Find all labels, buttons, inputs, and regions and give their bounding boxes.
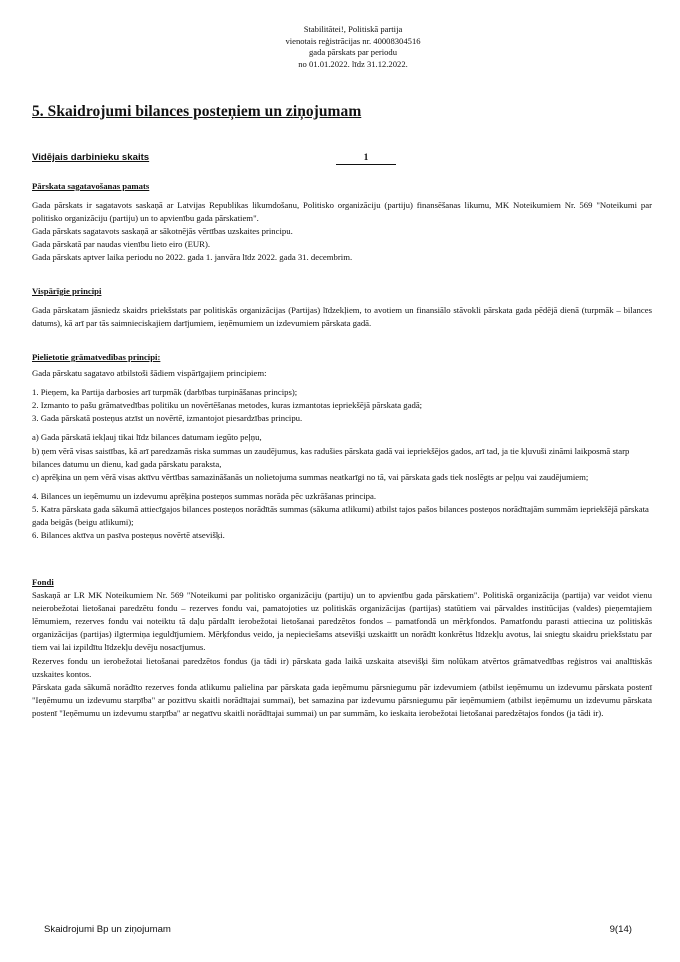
funds-paragraph-2: Rezerves fondu un ierobežotai lietošanai paredzētos fondus (ja tādi ir) pārskata gada laikā uzskaita atsevišķi šim nolūkam atvērtos grāmatvedības reģistros vai analītiskās uzskaites kontos. [32,655,652,679]
funds-paragraph-3: Pārskata gada sākumā norādīto rezerves fonda atlikumu palielina par pārskata gada ieņēmumu pārsniegumu pār izdevumiem (atbilst ieņēmumu un izdevumu pārskata postenī "Ieņēmumu un izdevumu starpība" ar pozitīvu skaitli norādītajai summai), bet samazina par izdevumu pārsniegumu pār ieņēmumiem (atbilst ieņēmumu un izdevumu pārskata postenī "Ieņēmumu un izdevumu starpība" ar negatīvu skaitli norādītajai summai) un par summām, ko ieskaita ierobežotai lietošanai paredzētajos fondos (ja tādi ir). [32,681,652,718]
header-period: no 01.01.2022. līdz 31.12.2022. [298,58,408,69]
header-party-name: Stabilitātei!, Politiskā partija [303,24,403,34]
section-title: 5. Skaidrojumi bilances posteņiem un ziņojumam [32,103,362,120]
basis-section [32,180,652,265]
general-section [32,285,652,330]
principle-item: 5. Katra pārskata gada sākumā attiecīgajos bilances posteņos norādītās summas (sākuma atlikumi) atbilst tajos pašos bilances posteņos norādītajām summām iepriekšējā pārskata gada beigās (beigu atlikumi); [32,503,649,528]
footer-document-name: Skaidrojumi Bp un ziņojumam [44,924,171,935]
principle-item: 1. Pieņem, ka Partija darbosies arī turpmāk (darbības turpināšanas princips); [32,387,298,398]
prudence-item: c) aprēķina un ņem vērā visas aktīvu vērtības samazināšanās un nolietojuma summas neatkarīgi no tā, vai pārskata gads tiek noslēgts ar peļņu vai zaudējumiem; [32,471,589,482]
footer-page-number: 9(14) [609,924,632,935]
basis-heading: Pārskata sagatavošanas pamats [32,181,150,191]
header-registration: vienotais reģistrācijas nr. 40008304516 [285,35,421,46]
general-heading: Vispārīgie principi [32,286,102,296]
employee-count-label: Vidējais darbinieku skaits [32,152,150,163]
accounting-intro: Gada pārskatu sagatavo atbilstoši šādiem vispārīgajiem principiem: [32,368,267,379]
principle-item: 4. Bilances un ieņēmumu un izdevumu aprēķina posteņos summas norāda pēc uzkrāšanas principa. [32,490,377,501]
basis-paragraph-4: Gada pārskats aptver laika periodu no 2022. gada 1. janvāra līdz 2022. gada 31. decembrim. [32,252,353,263]
general-paragraph: Gada pārskatam jāsniedz skaidrs priekšstats par politiskās organizācijas (Partijas) līdzekļiem, to avotiem un finansiālo stāvokli pārskata gada pēdējā dienā (turpmāk – bilances datums), kā arī par tās saimnieciskajiem darījumiem, ieņēmumiem un izdevumiem pārskata gadā. [32,305,652,329]
prudence-item: b) ņem vērā visas saistības, kā arī paredzamās riska summas un zaudējumus, kas radušies pārskata gadā vai iepriekšējos gados, arī tad, ja tie kļuvuši zināmi laikposmā starp bilances datumu un dienu, kad gada pārskatu paraksta, [32,445,630,469]
basis-paragraph-2: Gada pārskats sagatavots saskaņā ar sākotnējās vērtības uzskaites principu. [32,226,293,237]
accounting-heading: Pielietotie grāmatvedības principi: [32,352,161,362]
principle-item: 2. Izmanto to pašu grāmatvedības politiku un novērtēšanas metodes, kuras izmantotas iepriekšējā pārskata gadā; [32,400,423,411]
principle-item: 3. Gada pārskatā posteņus atzīst un novērtē, izmantojot piesardzības principu. [32,413,303,424]
basis-paragraph-3: Gada pārskatā par naudas vienību lieto eiro (EUR). [32,239,211,250]
principle-item: 6. Bilances aktīva un pasīva posteņus novērtē atsevišķi. [32,530,225,541]
header-report-type: gada pārskats par periodu [308,47,398,57]
employee-count-value: 1 [336,152,396,165]
funds-heading: Fondi [32,577,54,587]
funds-paragraph-1: Saskaņā ar LR MK Noteikumiem Nr. 569 "Noteikumi par politisko organizāciju (partiju) un to apvienību gada pārskatiem". Politiskā organizācija (partija) var veidot vienu neierobežotai lietošanai paredzētu fondu – rezerves fondu vai, pamatojoties uz politiskās organizācijas (partijas) statūtiem vai pārvaldes institūcijas (valdes) pieņemtajiem lēmumiem, rezerves fondu vai noteiktu tā daļu pārdalīt ierobežotai lietošanai paredzētos fondos – pamatfondā un mērķfondos. Pamatfondu parasti attiecina uz politiskās organizācijas (partijas) ilgtermiņa ieguldījumiem. Mērķfondus veido, ja nepieciešams atsevišķi uzskaitīt un norādīt konkrētus līdzekļu avotus, lai sniegtu skaidru priekšstatu par tiem vai lai izpildītu līdzekļu devēju nosacījumus. [32,590,652,653]
page-header [0,24,680,70]
prudence-item: a) Gada pārskatā iekļauj tikai līdz bilances datumam iegūto peļņu, [32,432,262,443]
funds-section [32,576,652,720]
basis-paragraph-1: Gada pārskats ir sagatavots saskaņā ar Latvijas Republikas likumdošanu, Politisko organizāciju (partiju) finansēšanas likumu, MK Noteikumiem Nr. 569 "Noteikumi par politisko organizāciju (partiju) un to apvienību gada pārskatiem". [32,200,652,224]
accounting-section [32,351,652,542]
employee-count-row [32,152,402,163]
